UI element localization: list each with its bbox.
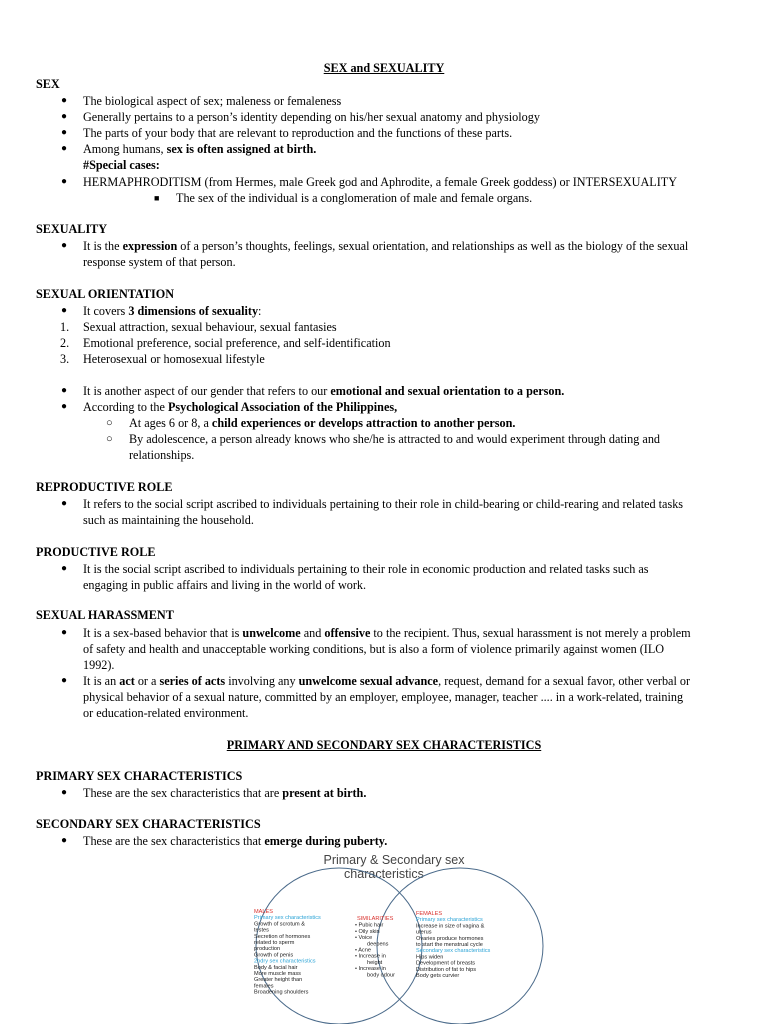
females-item: Ovaries produce hormones <box>416 935 484 942</box>
productive-bullet-1-cont: engaging in public affairs and living in the world of work. <box>83 578 367 592</box>
orientation-bullet-3 <box>83 399 733 415</box>
circle-bullet-icon: ○ <box>106 417 113 429</box>
text: or a <box>134 674 160 688</box>
females-item: Distribution of fat to hips <box>416 966 477 973</box>
bold-text: unwelcome <box>242 626 301 640</box>
square-bullet-icon: ■ <box>154 193 160 203</box>
text: It is an <box>83 674 120 688</box>
females-item: to start the menstrual cycle <box>416 942 483 948</box>
venn-text-group <box>254 909 491 996</box>
text: Among humans, <box>83 142 167 156</box>
harassment-bullet-1-cont2: 1992). <box>83 658 115 672</box>
harassment-bullet-2-cont: physical behavior of a sexual nature, committed by an employer, employee, manager, teacher .... in a work-related, training <box>83 690 684 704</box>
heading-secondary: SECONDARY SEX CHARACTERISTICS <box>36 817 261 831</box>
similarities-item: height <box>367 959 383 966</box>
section2-title: PRIMARY AND SECONDARY SEX CHARACTERISTICS <box>226 738 542 752</box>
bold-text: present at birth. <box>282 786 367 800</box>
females-label: FEMALES <box>416 911 443 917</box>
males-item: testes <box>254 927 269 934</box>
similarities-item: • Voice <box>355 935 373 942</box>
text: These are the sex characteristics that <box>83 834 265 848</box>
harassment-bullet-1-cont: of safety and health and unacceptable working conditions, but is also a form of violence primarily against women (ILO <box>83 642 665 656</box>
bullet-icon: ● <box>61 498 68 509</box>
heading-sexuality: SEXUALITY <box>36 222 108 236</box>
harassment-bullet-2 <box>83 673 733 689</box>
males-item: Body & facial hair <box>254 964 298 971</box>
males-item: Growth of scrotum & <box>254 921 305 928</box>
sex-bullet-4 <box>83 141 733 157</box>
bold-text: 3 dimensions of sexuality <box>128 304 259 318</box>
bullet-icon: ● <box>61 401 68 412</box>
bullet-icon: ● <box>61 176 68 187</box>
text: According to the <box>83 400 168 414</box>
text: to the recipient. Thus, sexual harassment is not merely a problem <box>370 626 691 640</box>
bullet-icon: ● <box>61 127 68 138</box>
text: involving any <box>225 674 299 688</box>
heading-reproductive: REPRODUCTIVE ROLE <box>36 480 173 494</box>
orientation-sub-2: By adolescence, a person already knows who she/he is attracted to and would experiment through dating and <box>129 432 661 446</box>
sex-sub-bullet-1: The sex of the individual is a conglomeration of male and female organs. <box>176 191 533 205</box>
bold-text: expression <box>122 239 178 253</box>
bullet-icon: ● <box>61 787 68 798</box>
list-number: 3. <box>60 352 70 366</box>
similarities-item: body odour <box>367 972 395 979</box>
orientation-bullet-2 <box>83 383 733 399</box>
bold-text: series of acts <box>159 674 226 688</box>
males-item: Broadening shoulders <box>254 989 309 996</box>
heading-productive: PRODUCTIVE ROLE <box>36 545 156 559</box>
females-primary-label: Primary sex characteristics <box>416 917 483 924</box>
reproductive-bullet-1: It refers to the social script ascribed to individuals pertaining to their role in child-bearing or child-rearing and related tasks <box>83 497 684 511</box>
bullet-icon: ● <box>61 240 68 251</box>
special-cases: #Special cases: <box>83 158 160 172</box>
orientation-item-2: Emotional preference, social preference, and self-identification <box>83 336 391 350</box>
text: At ages 6 or 8, a <box>129 416 212 430</box>
bold-text: emerge during puberty. <box>264 834 388 848</box>
males-secondary-label: 2ndry sex characteristics <box>254 958 316 965</box>
bullet-icon: ● <box>61 95 68 106</box>
similarities-item: • Increase in <box>355 966 386 973</box>
similarities-item: • Acne <box>355 947 371 954</box>
heading-orientation: SEXUAL ORIENTATION <box>36 287 175 301</box>
similarities-item: • Oily skin <box>355 928 380 935</box>
text: These are the sex characteristics that are <box>83 786 283 800</box>
sexuality-bullet-1 <box>83 238 733 254</box>
males-item: Secretion of hormones <box>254 933 311 940</box>
sex-bullet-1: The biological aspect of sex; maleness or femaleness <box>83 94 342 108</box>
harassment-bullet-1 <box>83 625 733 641</box>
text: It is another aspect of our gender that refers to our <box>83 384 331 398</box>
text: of a person’s thoughts, feelings, sexual orientation, and relationships as well as the biology of the sexual <box>177 239 689 253</box>
males-item: females <box>254 983 274 990</box>
bold-text: child experiences or develops attraction to another person. <box>211 416 516 430</box>
similarities-label: SIMILARITIES <box>357 916 394 922</box>
males-item: More muscle mass <box>254 971 301 977</box>
males-label: MALES <box>254 909 273 915</box>
males-item: production <box>254 946 281 953</box>
bullet-icon: ● <box>61 563 68 574</box>
bold-text: offensive <box>324 626 371 640</box>
females-item: Hips widen <box>416 954 444 961</box>
circle-bullet-icon: ○ <box>106 433 113 445</box>
text: , request, demand for a sexual favor, other verbal or <box>438 674 691 688</box>
text: : <box>258 304 262 318</box>
males-item: Greater height than <box>254 977 303 984</box>
bullet-icon: ● <box>61 835 68 846</box>
sex-bullet-5: HERMAPHRODITISM (from Hermes, male Greek god and Aphrodite, a female Greek goddess) or INTERSEXUALITY <box>83 175 678 189</box>
similarities-item: • Increase in <box>355 953 386 960</box>
bold-text: sex is often assigned at birth. <box>166 142 317 156</box>
venn-title-line-2: characteristics <box>344 867 424 881</box>
orientation-sub-1 <box>129 415 768 431</box>
bullet-icon: ● <box>61 305 68 316</box>
females-item: Development of breasts <box>416 960 476 967</box>
sex-bullet-2: Generally pertains to a person’s identity depending on his/her sexual anatomy and physiology <box>83 110 540 124</box>
heading-sex: SEX <box>36 77 60 91</box>
sex-bullet-3: The parts of your body that are relevant to reproduction and the functions of these parts. <box>83 126 513 140</box>
productive-bullet-1: It is the social script ascribed to individuals pertaining to their role in economic production and related tasks such as <box>83 562 649 576</box>
males-circle <box>256 868 422 1024</box>
sexuality-bullet-1-cont: response system of that person. <box>83 255 236 269</box>
orientation-bullet-1 <box>83 303 733 319</box>
bullet-icon: ● <box>61 675 68 686</box>
orientation-item-1: Sexual attraction, sexual behaviour, sexual fantasies <box>83 320 337 334</box>
venn-diagram <box>244 848 544 1024</box>
bullet-icon: ● <box>61 385 68 396</box>
text: and <box>300 626 325 640</box>
text: It is a sex-based behavior that is <box>83 626 243 640</box>
heading-harassment: SEXUAL HARASSMENT <box>36 608 174 622</box>
males-item: related to sperm <box>254 940 295 946</box>
text: It covers <box>83 304 129 318</box>
text: It is the <box>83 239 123 253</box>
females-item: Increase in size of vagina & <box>416 923 485 930</box>
reproductive-bullet-1-cont: such as maintaining the household. <box>83 513 254 527</box>
males-primary-label: Primary sex characteristics <box>254 915 321 922</box>
females-item: Body gets curvier <box>416 973 460 979</box>
venn-title-line-1: Primary & Secondary sex <box>323 853 465 867</box>
orientation-item-3: Heterosexual or homosexual lifestyle <box>83 352 265 366</box>
primary-bullet-1 <box>83 785 733 801</box>
bold-text: unwelcome sexual advance <box>298 674 439 688</box>
doc-title: SEX and SEXUALITY <box>323 61 445 75</box>
list-number: 2. <box>60 336 70 350</box>
bullet-icon: ● <box>61 143 68 154</box>
harassment-bullet-2-cont2: or education-related environment. <box>83 706 249 720</box>
bullet-icon: ● <box>61 627 68 638</box>
females-secondary-label: Secondary sex characteristics <box>416 948 491 955</box>
similarities-item: • Pubic hair <box>355 922 384 929</box>
similarities-item: deepens <box>367 941 389 948</box>
bullet-icon: ● <box>61 111 68 122</box>
secondary-bullet-1 <box>83 833 733 849</box>
females-item: uterus <box>416 929 432 936</box>
bold-text: Psychological Association of the Philippines, <box>167 400 398 414</box>
list-number: 1. <box>60 320 70 334</box>
orientation-sub-2-cont: relationships. <box>129 448 195 462</box>
bold-text: emotional and sexual orientation to a person. <box>330 384 565 398</box>
heading-primary: PRIMARY SEX CHARACTERISTICS <box>36 769 243 783</box>
males-item: Growth of penis <box>254 952 294 959</box>
bold-text: act <box>119 674 135 688</box>
